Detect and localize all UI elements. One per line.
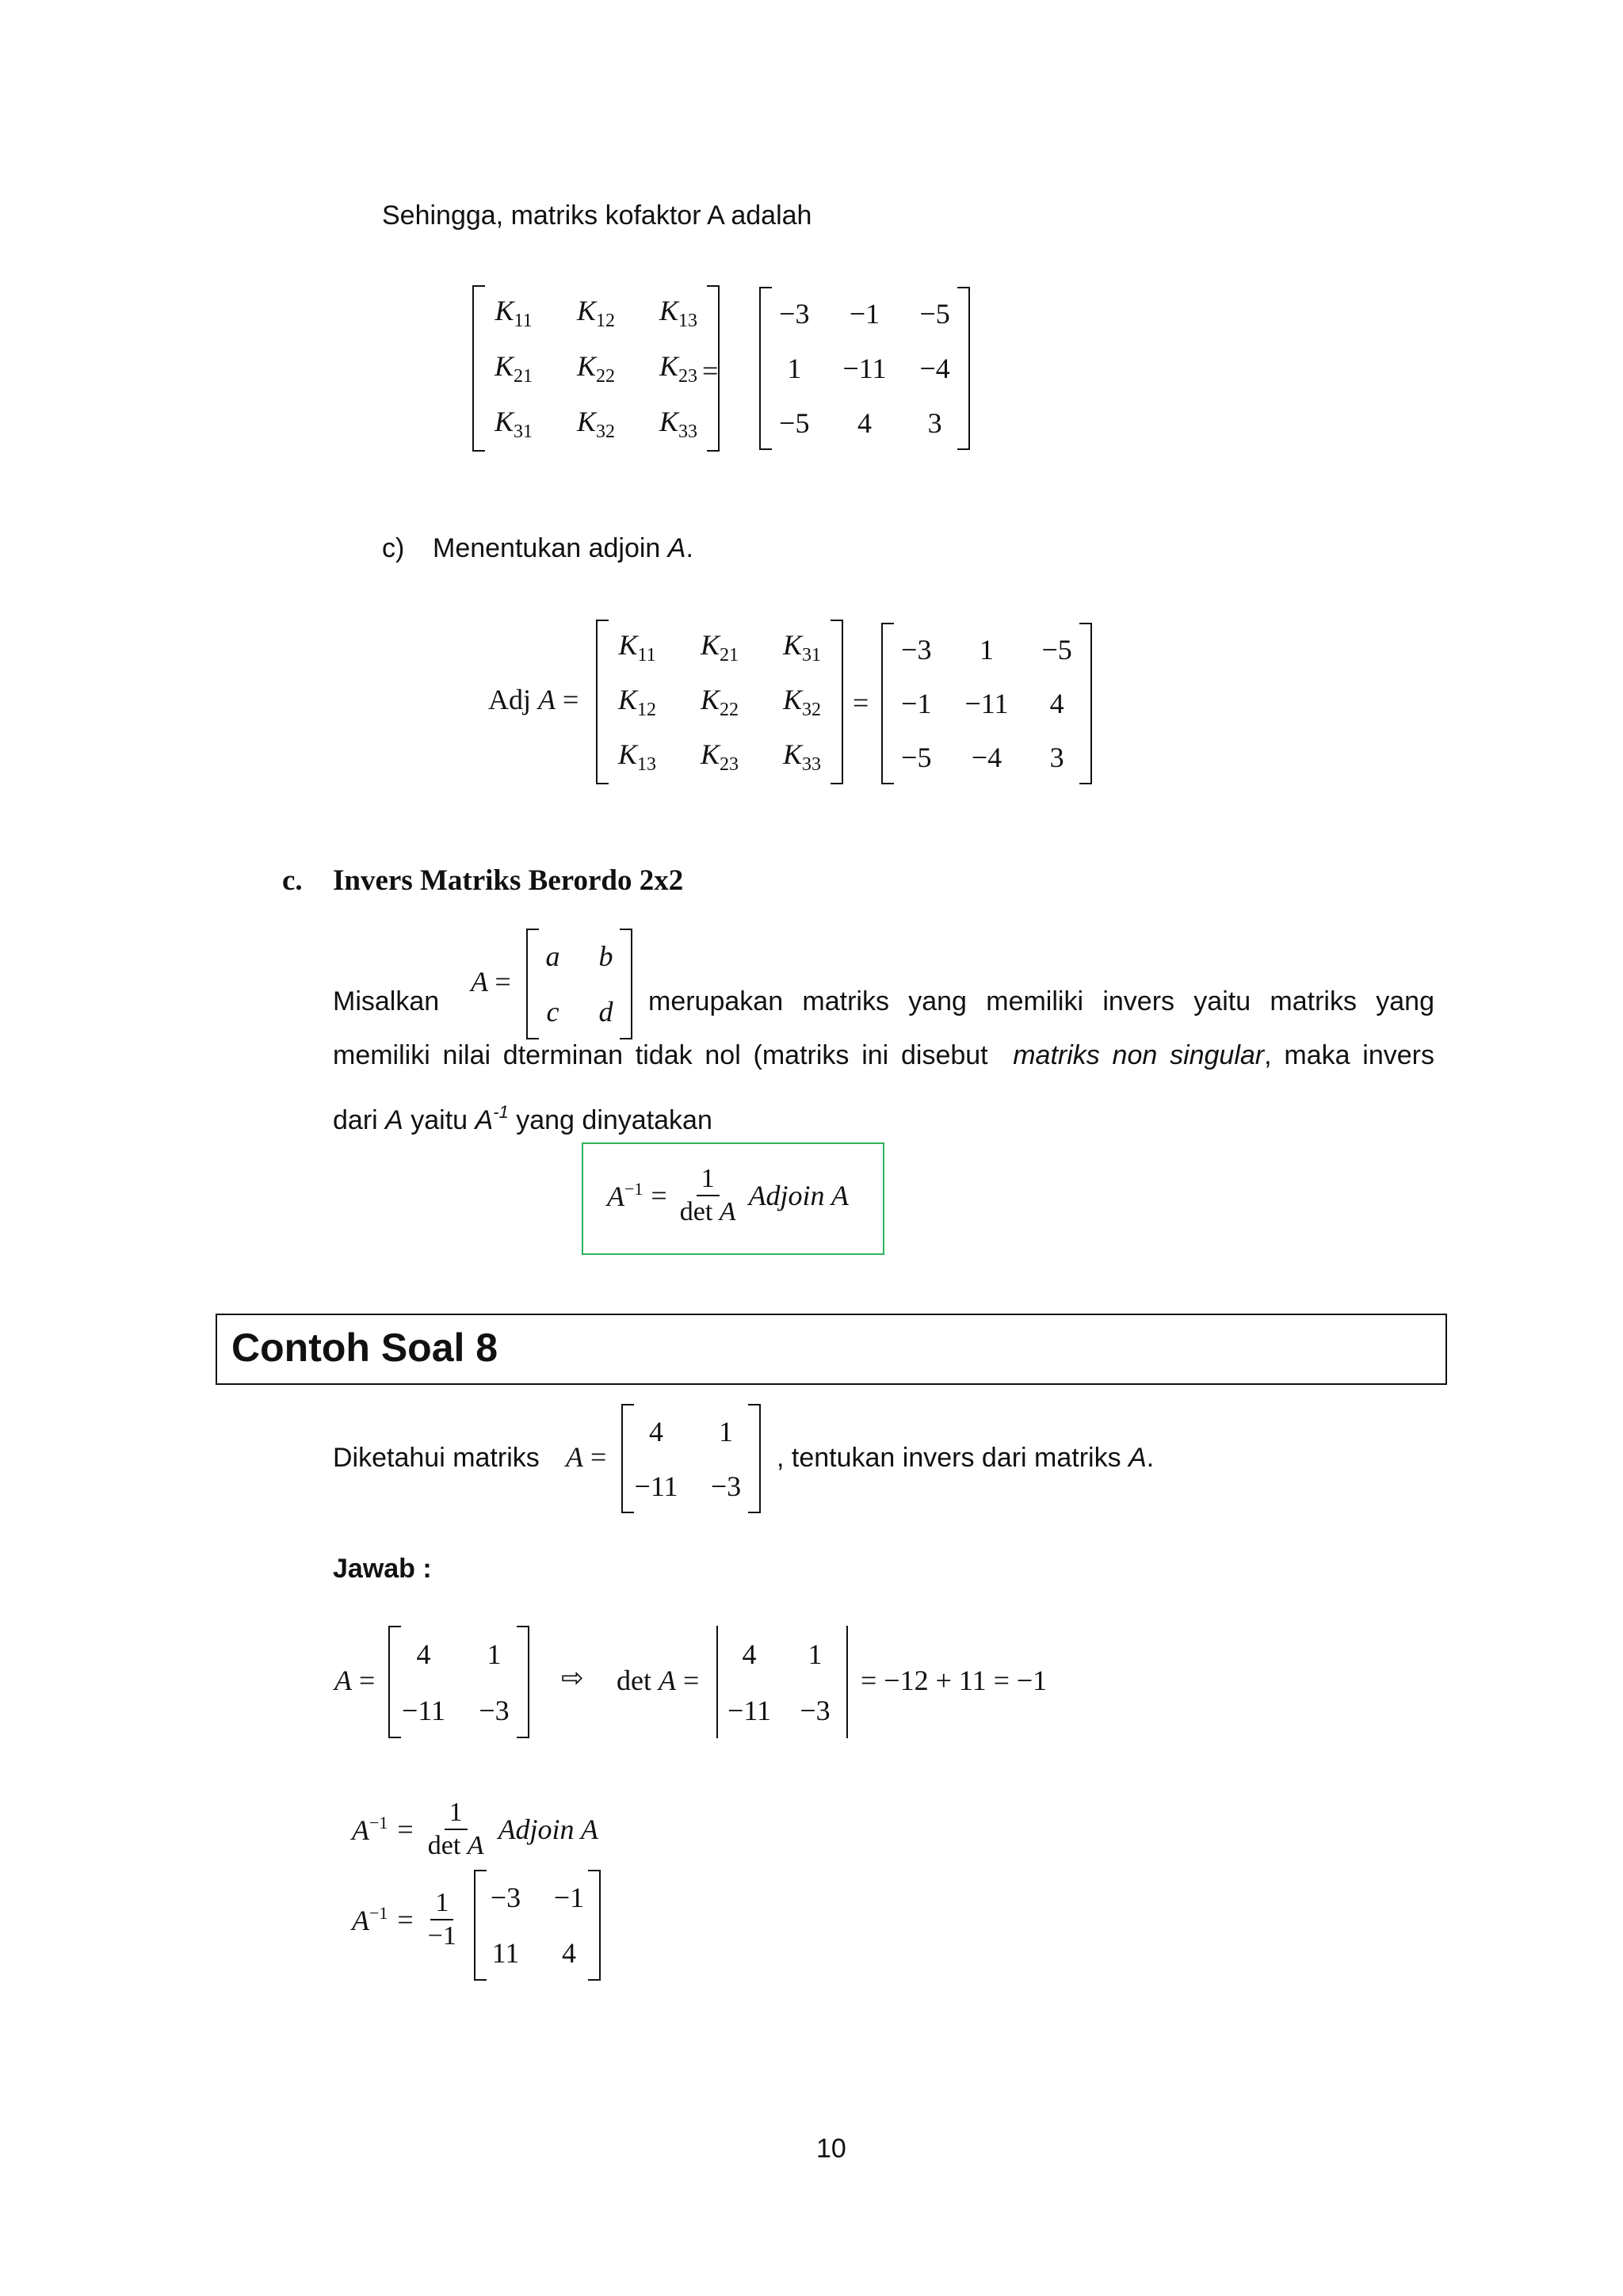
matrix-cell: $K_{32}$ xyxy=(782,683,821,720)
step-c-label: c) xyxy=(382,533,405,563)
matrix-cell: $K_{13}$ xyxy=(617,738,656,776)
adjoint-symbol-matrix xyxy=(596,620,843,784)
section-title: Invers Matriks Berordo 2x2 xyxy=(333,864,684,897)
det-result: = −12 + 11 = −1 xyxy=(861,1665,1048,1696)
matrix-cell: −1 xyxy=(553,1882,585,1913)
matrix-cell: 11 xyxy=(491,1937,520,1969)
det-label: det A = xyxy=(617,1665,700,1696)
matrix-cell: a xyxy=(545,940,560,972)
answer-matrix xyxy=(388,1626,529,1738)
matrix-cell: $K_{22}$ xyxy=(576,350,615,387)
matrix-cell: 1 xyxy=(808,1638,823,1670)
inverse-formula-box xyxy=(582,1142,884,1255)
given-matrix-label: A = xyxy=(566,1441,607,1473)
matrix-cell: −1 xyxy=(901,688,932,719)
matrix-cell: 1 xyxy=(979,634,994,666)
cofactor-symbol-matrix xyxy=(472,285,720,452)
answer-matrix-label: A = xyxy=(334,1665,376,1696)
adjoint-value-matrix xyxy=(881,623,1092,784)
matrix-cell: −5 xyxy=(1041,634,1072,666)
answer-label: Jawab : xyxy=(333,1554,432,1584)
matrix-cell: 4 xyxy=(416,1638,431,1670)
matrix-cell: $K_{11}$ xyxy=(618,628,656,666)
matrix-cell: $K_{21}$ xyxy=(700,628,739,666)
matrix-cell: c xyxy=(546,996,559,1028)
matrix-cell: $K_{13}$ xyxy=(659,295,697,331)
adj-label: Adj A = xyxy=(488,684,579,715)
inverse-formula-step: $A^{-1}$ = $\frac{1}{\text{det A}}$ Adjoin A xyxy=(352,1798,598,1860)
matrix-cell: 4 xyxy=(562,1937,576,1969)
det-matrix xyxy=(716,1626,848,1738)
matrix-cell: $K_{12}$ xyxy=(576,295,615,331)
matrix-cell: 4 xyxy=(1049,688,1064,719)
matrix-cell: −3 xyxy=(490,1882,521,1913)
matrix-cell: 4 xyxy=(649,1415,663,1447)
general-2x2-matrix xyxy=(526,929,632,1039)
matrix-cell: $K_{21}$ xyxy=(494,350,533,387)
matrix-cell: $K_{32}$ xyxy=(576,406,615,442)
matrix-cell: −5 xyxy=(779,406,810,439)
given-end-text: , tentukan invers dari matriks A. xyxy=(777,1443,1155,1473)
misalkan-text: Misalkan xyxy=(333,986,440,1016)
definition-line-2: memiliki nilai dterminan tidak nol (matriks ini disebut matriks non singular, maka invers xyxy=(333,1040,1434,1070)
matrix-cell: 1 xyxy=(787,352,802,384)
matrix-cell: −5 xyxy=(901,742,932,773)
matrix-cell: −11 xyxy=(964,688,1009,719)
matrix-cell: $K_{31}$ xyxy=(782,628,821,666)
matrix-cell: 4 xyxy=(742,1638,757,1670)
matrix-cell: $K_{33}$ xyxy=(659,406,697,442)
formula-rhs: Adjoin A xyxy=(748,1180,849,1211)
given-text: Diketahui matriks xyxy=(333,1443,540,1473)
matrix-cell: $K_{12}$ xyxy=(617,683,656,720)
matrix-cell: 3 xyxy=(927,406,942,439)
matrix-cell: 3 xyxy=(1049,742,1064,773)
given-matrix xyxy=(621,1404,761,1513)
equals-sign: = xyxy=(702,355,719,387)
matrix-cell: −3 xyxy=(779,298,810,330)
matrix-cell: −4 xyxy=(919,352,950,384)
cofactor-value-matrix xyxy=(759,287,970,450)
formula-lhs: $A^{-1}$ xyxy=(607,1178,643,1212)
matrix-cell: −1 xyxy=(849,298,880,330)
arrow-icon: ⇨ xyxy=(561,1663,584,1693)
matrix-cell: −11 xyxy=(634,1470,678,1502)
matrix-cell: −4 xyxy=(971,742,1002,773)
inverse-matrix xyxy=(474,1870,601,1981)
matrix-cell: 1 xyxy=(719,1415,733,1447)
equals-sign: = xyxy=(853,687,869,719)
matrix-cell: $K_{11}$ xyxy=(495,295,533,331)
matrix-a-label: A = xyxy=(471,966,511,997)
definition-line-3: dari A yaitu $A^{-1}$ yang dinyatakan xyxy=(333,1102,712,1135)
matrix-cell: $K_{23}$ xyxy=(700,738,739,776)
formula-fraction: $\frac{1}{\text{det A}}$ xyxy=(679,1164,736,1226)
matrix-cell: $K_{23}$ xyxy=(659,350,697,387)
matrix-cell: −5 xyxy=(919,298,950,330)
matrix-cell: −3 xyxy=(800,1694,831,1726)
matrix-cell: $K_{31}$ xyxy=(494,406,533,442)
formula-equals: = xyxy=(651,1180,667,1211)
matrix-cell: −3 xyxy=(479,1694,510,1726)
matrix-cell: −3 xyxy=(710,1470,742,1502)
matrix-cell: −11 xyxy=(402,1694,445,1726)
matrix-cell: $K_{33}$ xyxy=(782,738,821,776)
matrix-cell: −3 xyxy=(901,634,932,666)
example-heading-box xyxy=(216,1314,1447,1385)
matrix-cell: b xyxy=(598,940,613,972)
matrix-cell: $K_{22}$ xyxy=(700,683,739,720)
example-title: Contoh Soal 8 xyxy=(231,1325,498,1370)
page-number: 10 xyxy=(816,2134,846,2164)
matrix-cell: −11 xyxy=(842,352,887,384)
matrix-cell: 4 xyxy=(857,406,872,439)
section-label: c. xyxy=(282,864,303,897)
matrix-cell: −11 xyxy=(727,1694,771,1726)
step-c-text: Menentukan adjoin A. xyxy=(433,533,693,563)
matrix-cell: d xyxy=(598,996,613,1028)
matrix-cell: 1 xyxy=(487,1638,502,1670)
intro-line: Sehingga, matriks kofaktor A adalah xyxy=(382,200,812,231)
inverse-result-step: $A^{-1}$ = $\frac{1}{-1}$ xyxy=(352,1888,456,1951)
definition-line-1: merupakan matriks yang memiliki invers yaitu matriks yang xyxy=(648,986,1434,1016)
